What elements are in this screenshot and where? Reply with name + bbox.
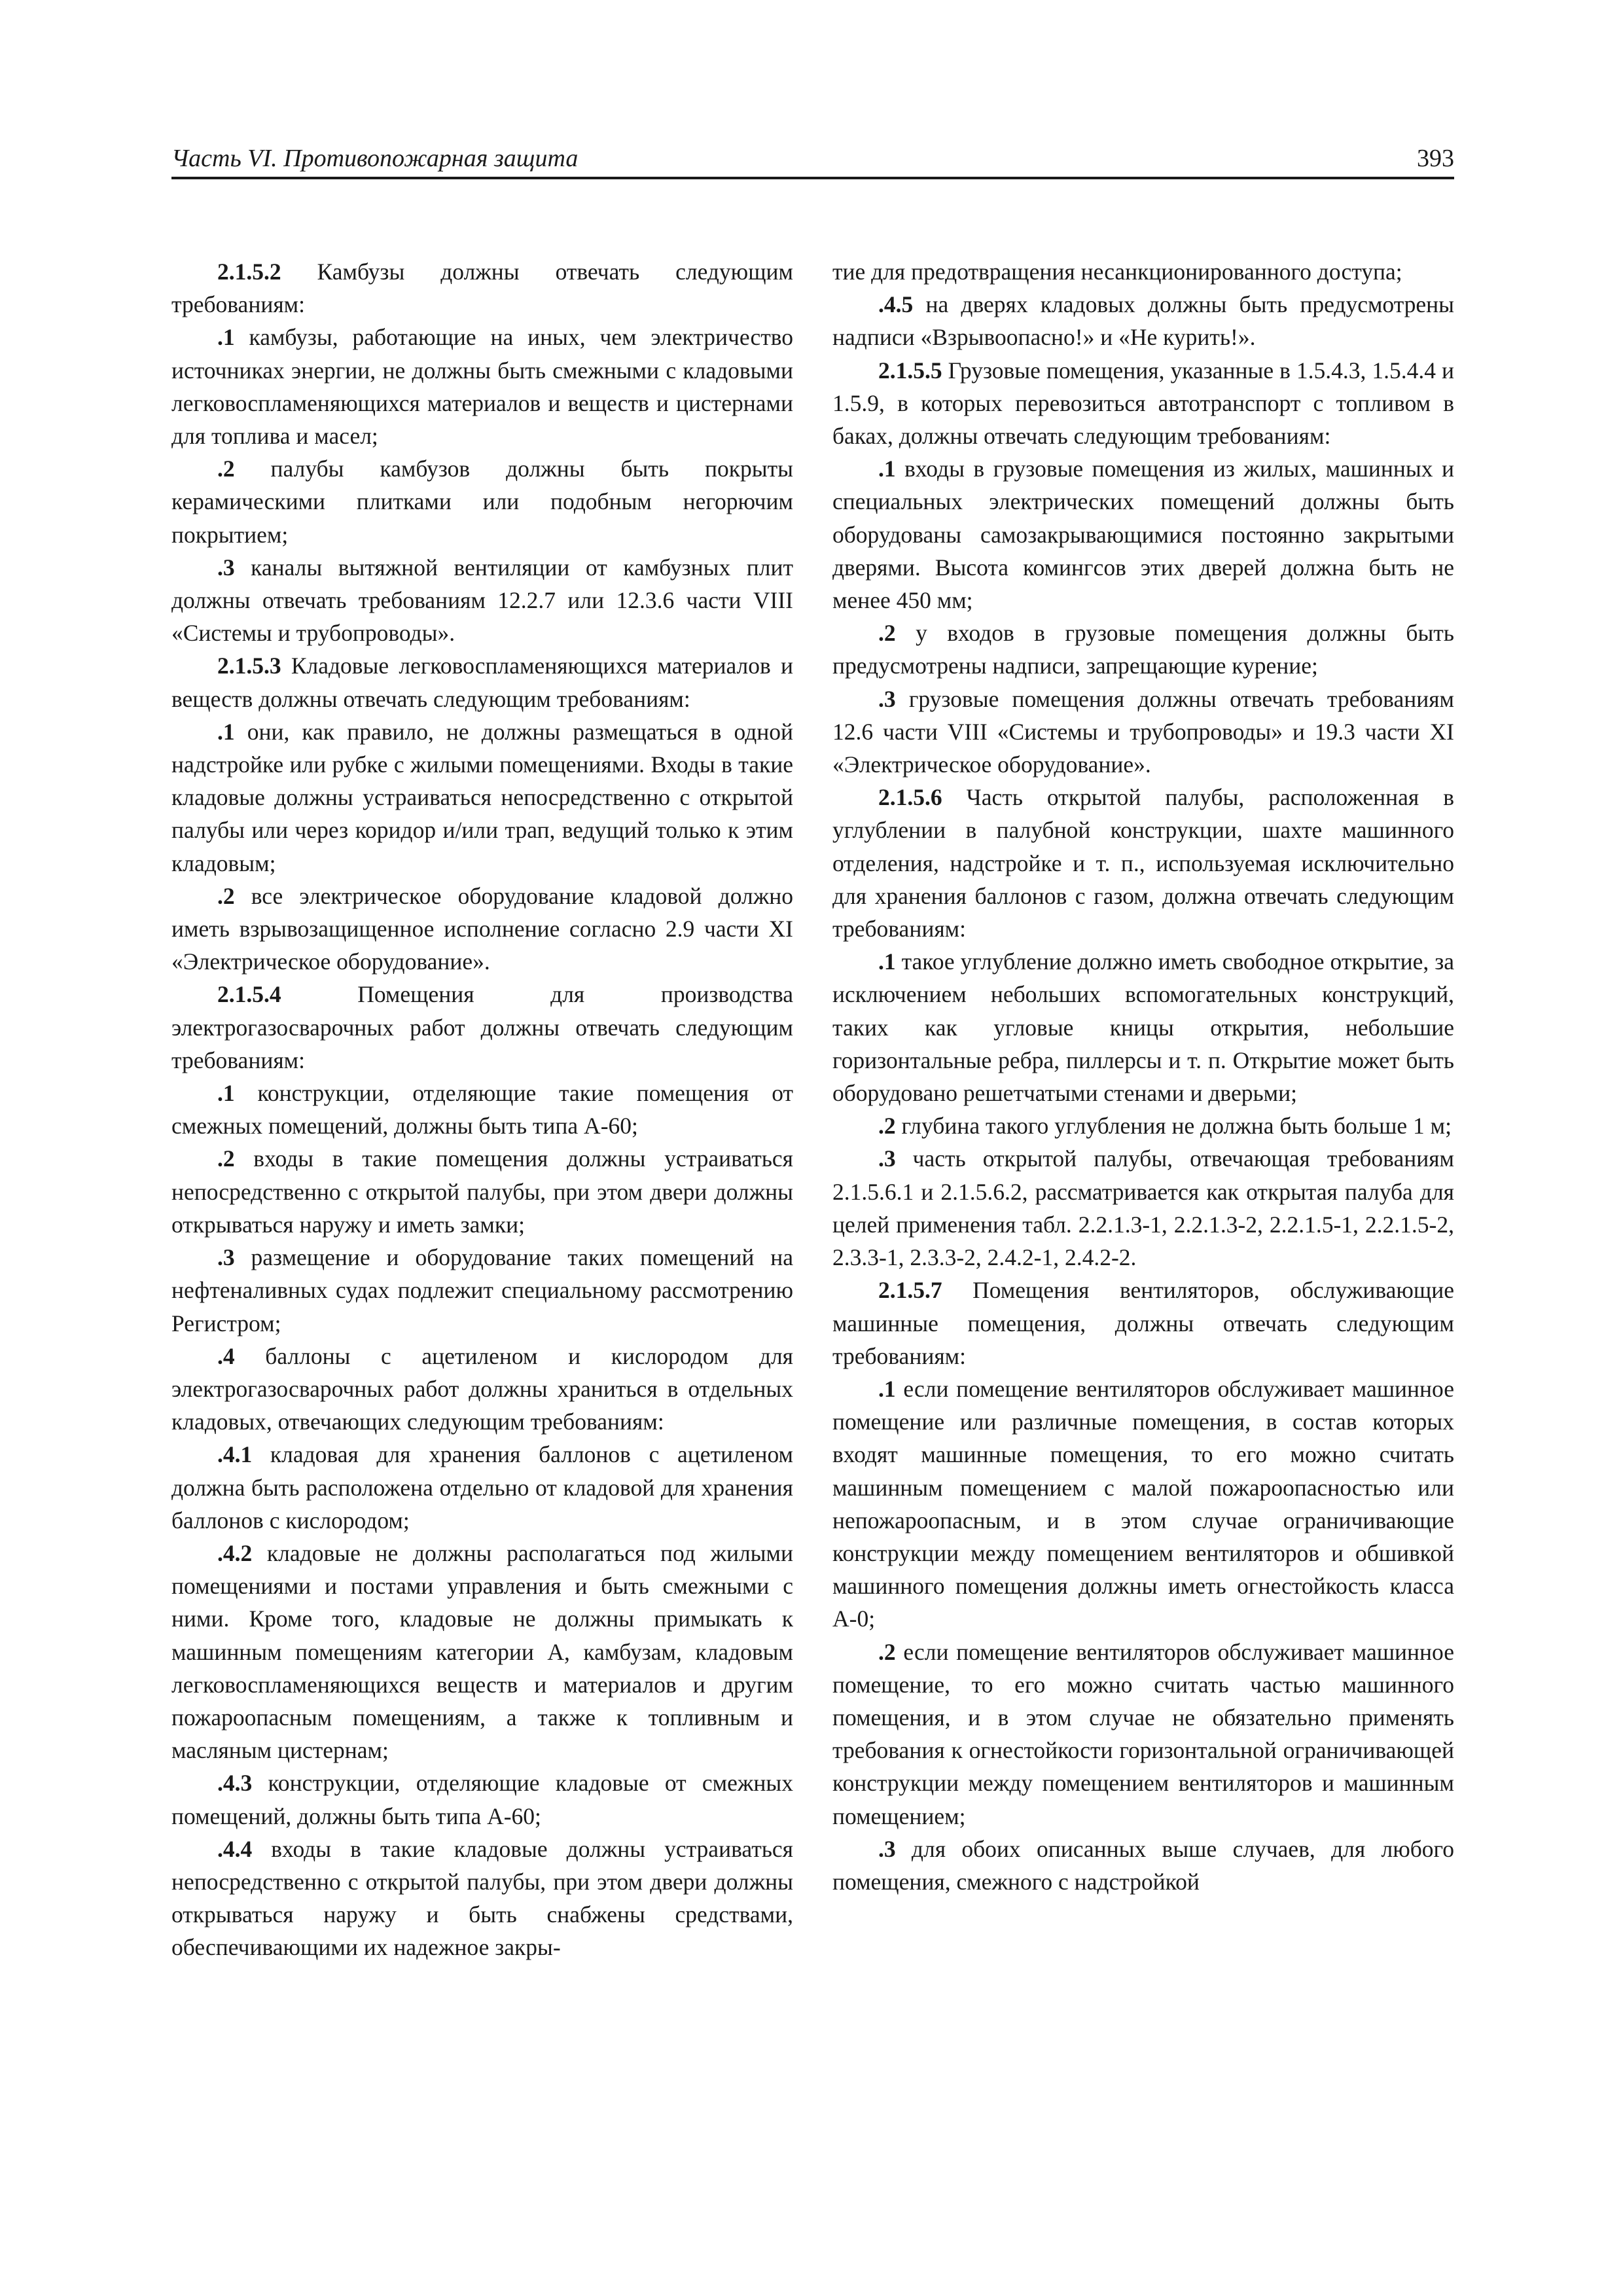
paragraph bbox=[832, 1833, 1454, 1898]
paragraph bbox=[832, 354, 1454, 453]
paragraph bbox=[171, 255, 793, 321]
clause-number: .2 bbox=[878, 1638, 896, 1665]
paragraph-text: каналы вытяжной вентиляции от камбузных плит должны отвечать требованиям 12.2.7 или 12.3.6 части VIII «Системы и трубопроводы». bbox=[171, 554, 793, 647]
paragraph bbox=[171, 1340, 793, 1439]
right-column bbox=[832, 255, 1454, 1898]
paragraph-text: Помещения вентиляторов, обслуживающие машинные помещения, должны отвечать следующим требованиям: bbox=[832, 1277, 1454, 1369]
paragraph bbox=[832, 1109, 1454, 1142]
paragraph-text: часть открытой палубы, отвечающая требованиям 2.1.5.6.1 и 2.1.5.6.2, рассматривается как открытая палуба для целей применения табл. 2.2.1.3-1, 2.2.1.3-2, 2.2.1.5-1, 2.2.1.5-2, 2.3.3-1, 2.3.3-2, 2.4.2-1, 2.4.2-2. bbox=[832, 1145, 1454, 1271]
left-column bbox=[171, 255, 793, 1964]
paragraph bbox=[832, 945, 1454, 1109]
paragraph bbox=[171, 452, 793, 551]
clause-number: .3 bbox=[878, 685, 896, 712]
clause-number: .1 bbox=[217, 324, 235, 351]
paragraph bbox=[171, 649, 793, 715]
clause-number: 2.1.5.4 bbox=[217, 981, 281, 1008]
paragraph-text: если помещение вентиляторов обслуживает машинное помещение, то его можно считать частью машинного помещения, и в этом случае не обязательно применять требования к огнестойкости горизонтальной ограничивающей конструкции между помещением вентиляторов и машинным помещением; bbox=[832, 1638, 1454, 1829]
clause-number: .3 bbox=[878, 1835, 896, 1862]
paragraph bbox=[171, 1241, 793, 1340]
paragraph-text: для обоих описанных выше случаев, для любого помещения, смежного с надстройкой bbox=[832, 1835, 1454, 1895]
paragraph bbox=[832, 1372, 1454, 1636]
paragraph-text: глубина такого углубления не должна быть больше 1 м; bbox=[895, 1113, 1452, 1139]
clause-number: .3 bbox=[878, 1145, 896, 1172]
paragraph bbox=[832, 683, 1454, 781]
paragraph-continuation bbox=[832, 255, 1454, 288]
paragraph bbox=[832, 1142, 1454, 1274]
paragraph-text: кладовые не должны располагаться под жилыми помещениями и постами управления и быть смежными с ними. Кроме того, кладовые не должны примыкать к машинным помещениям категории А, камбузам, кладовым легковоспламеняющихся веществ и материалов и другим пожароопасным помещениям, а также к топливным и масляным цистернам; bbox=[171, 1539, 793, 1764]
paragraph-text: размещение и оборудование таких помещений на нефтеналивных судах подлежит специальному рассмотрению Регистром; bbox=[171, 1244, 793, 1336]
clause-number: .4.3 bbox=[217, 1770, 253, 1797]
clause-number: .2 bbox=[217, 456, 235, 482]
paragraph-text: конструкции, отделяющие такие помещения от смежных помещений, должны быть типа А-60; bbox=[171, 1080, 793, 1139]
paragraph-text: палубы камбузов должны быть покрыты керамическими плитками или подобным негорючим покрытием; bbox=[171, 456, 793, 548]
paragraph bbox=[832, 1274, 1454, 1372]
paragraph bbox=[171, 1077, 793, 1142]
clause-number: .2 bbox=[878, 1113, 896, 1139]
paragraph bbox=[171, 321, 793, 452]
clause-number: .1 bbox=[217, 1080, 235, 1107]
paragraph-text: такое углубление должно иметь свободное открытие, за исключением небольших вспомогательных конструкций, таких как угловые кницы открытия, небольшие горизонтальные ребра, пиллерсы и т. п. Открытие может быть оборудовано решетчатыми стенами и дверьми; bbox=[832, 948, 1454, 1107]
paragraph-text: кладовая для хранения баллонов с ацетиленом должна быть расположена отдельно от кладовой для хранения баллонов с кислородом; bbox=[171, 1441, 793, 1534]
header-title: Часть VI. Противопожарная защита bbox=[171, 145, 579, 172]
paragraph-text: на дверях кладовых должны быть предусмотрены надписи «Взрывоопасно!» и «Не курить!». bbox=[832, 291, 1454, 351]
paragraph-text: Грузовые помещения, указанные в 1.5.4.3, 1.5.4.4 и 1.5.9, в которых перевозиться автотранспорт с топливом в баках, должны отвечать следующим требованиям: bbox=[832, 357, 1454, 450]
paragraph-text: Помещения для производства электрогазосварочных работ должны отвечать следующим требованиям: bbox=[171, 981, 793, 1073]
clause-number: .2 bbox=[878, 620, 896, 647]
paragraph-text: грузовые помещения должны отвечать требованиям 12.6 части VIII «Системы и трубопроводы» и 19.3 части XI «Электрическое оборудование». bbox=[832, 685, 1454, 778]
paragraph bbox=[832, 781, 1454, 945]
paragraph-text: входы в такие кладовые должны устраиваться непосредственно с открытой палубы, при этом двери должны открываться наружу и быть снабжены средствами, обеспечивающими их надежное закры- bbox=[171, 1835, 793, 1961]
paragraph bbox=[832, 1636, 1454, 1833]
paragraph bbox=[171, 978, 793, 1077]
clause-number: .2 bbox=[217, 1145, 235, 1172]
clause-number: .1 bbox=[878, 456, 896, 482]
paragraph bbox=[171, 1142, 793, 1241]
clause-number: .1 bbox=[217, 718, 235, 745]
paragraph bbox=[171, 715, 793, 880]
clause-number: .4.4 bbox=[217, 1835, 253, 1862]
paragraph-text: если помещение вентиляторов обслуживает машинное помещение или различные помещения, в состав которых входят машинные помещения, то его можно считать машинным помещением с малой пожароопасностью или непожароопасным, и в этом случае ограничивающие конструкции между помещением вентиляторов и обшивкой машинного помещения должны иметь огнестойкость класса А-0; bbox=[832, 1375, 1454, 1632]
clause-number: 2.1.5.3 bbox=[217, 653, 281, 679]
paragraph-text: тие для предотвращения несанкционированного доступа; bbox=[832, 259, 1402, 285]
paragraph-text: входы в такие помещения должны устраиваться непосредственно с открытой палубы, при этом двери должны открываться наружу и иметь замки; bbox=[171, 1145, 793, 1238]
paragraph bbox=[832, 288, 1454, 353]
paragraph-text: Часть открытой палубы, расположенная в углублении в палубной конструкции, шахте машинного отделения, надстройке и т. п., используемая исключительно для хранения баллонов с газом, должна отвечать следующим требованиям: bbox=[832, 784, 1454, 942]
page-number: 393 bbox=[1417, 145, 1454, 172]
paragraph bbox=[171, 1537, 793, 1767]
clause-number: .4 bbox=[217, 1342, 235, 1369]
paragraph bbox=[171, 1767, 793, 1832]
clause-number: .3 bbox=[217, 1244, 235, 1271]
paragraph-text: конструкции, отделяющие кладовые от смежных помещений, должны быть типа А-60; bbox=[171, 1770, 793, 1829]
paragraph bbox=[171, 1438, 793, 1537]
clause-number: .1 bbox=[878, 948, 896, 975]
clause-number: 2.1.5.2 bbox=[217, 259, 281, 285]
paragraph bbox=[832, 617, 1454, 682]
clause-number: 2.1.5.7 bbox=[878, 1277, 942, 1304]
clause-number: .4.1 bbox=[217, 1441, 253, 1468]
clause-number: .1 bbox=[878, 1375, 896, 1402]
paragraph bbox=[171, 1833, 793, 1964]
clause-number: 2.1.5.6 bbox=[878, 784, 942, 811]
paragraph-text: Камбузы должны отвечать следующим требованиям: bbox=[171, 259, 793, 318]
paragraph bbox=[171, 880, 793, 978]
running-header bbox=[171, 143, 1454, 179]
paragraph-text: у входов в грузовые помещения должны быть предусмотрены надписи, запрещающие курение; bbox=[832, 620, 1454, 679]
clause-number: .3 bbox=[217, 554, 235, 581]
clause-number: 2.1.5.5 bbox=[878, 357, 942, 384]
paragraph-text: Кладовые легковоспламеняющихся материалов и веществ должны отвечать следующим требованиям: bbox=[171, 653, 793, 712]
clause-number: .4.2 bbox=[217, 1539, 253, 1566]
paragraph-text: камбузы, работающие на иных, чем электричество источниках энергии, не должны быть смежными с кладовыми легковоспламеняющихся материалов и веществ и цистернами для топлива и масел; bbox=[171, 324, 793, 450]
paragraph-text: все электрическое оборудование кладовой должно иметь взрывозащищенное исполнение согласно 2.9 части XI «Электрическое оборудование». bbox=[171, 882, 793, 975]
paragraph-text: баллоны с ацетиленом и кислородом для электрогазосварочных работ должны храниться в отдельных кладовых, отвечающих следующим требованиям: bbox=[171, 1342, 793, 1435]
clause-number: .4.5 bbox=[878, 291, 914, 318]
clause-number: .2 bbox=[217, 882, 235, 909]
paragraph bbox=[171, 551, 793, 650]
paragraph-text: они, как правило, не должны размещаться в одной надстройке или рубке с жилыми помещениями. Входы в такие кладовые должны устраиваться непосредственно с открытой палубы или через коридор и/или трап, ведущий только к этим кладовым; bbox=[171, 718, 793, 876]
paragraph-text: входы в грузовые помещения из жилых, машинных и специальных электрических помещений должны быть оборудованы самозакрывающимися постоянно закрытыми дверями. Высота комингсов этих дверей должна быть не менее 450 мм; bbox=[832, 456, 1454, 614]
paragraph bbox=[832, 452, 1454, 617]
